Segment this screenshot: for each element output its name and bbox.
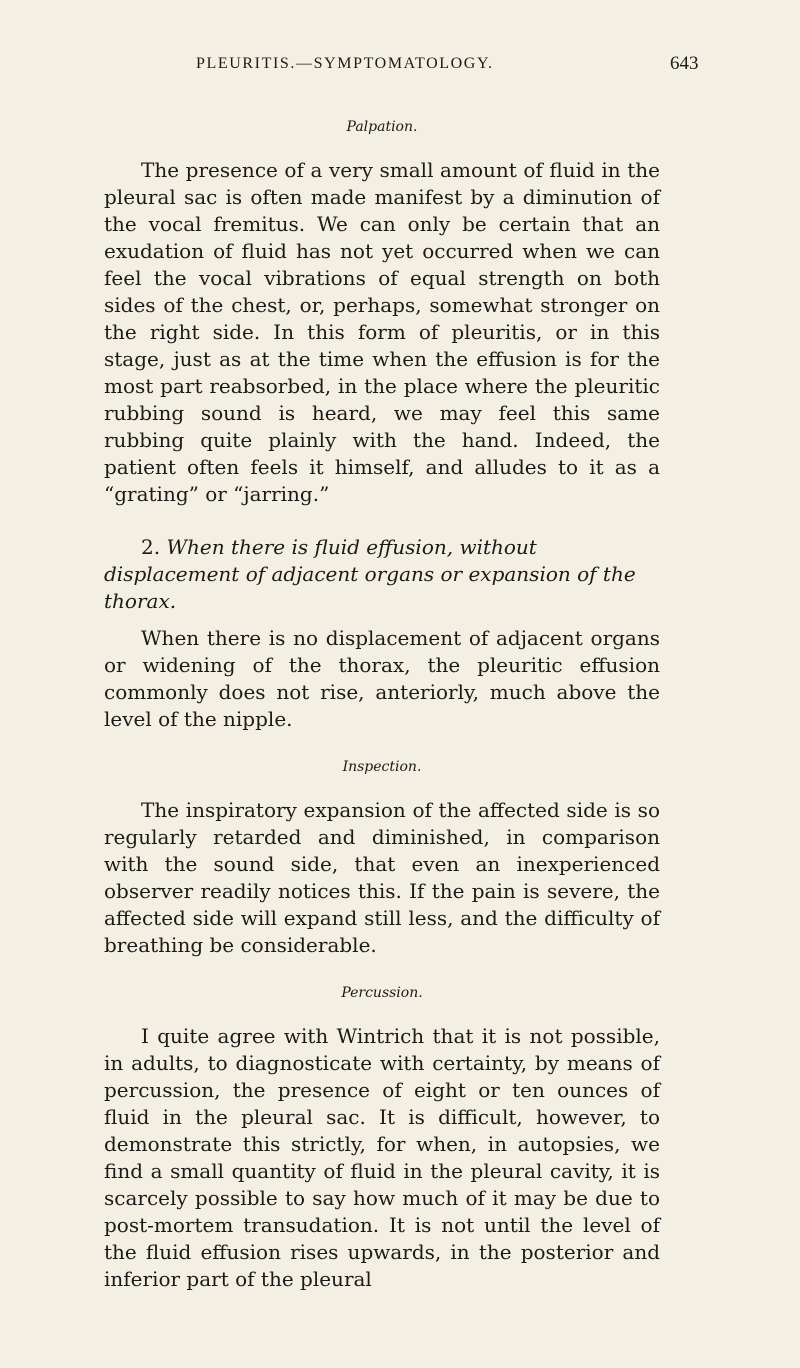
percussion-heading: Percussion. <box>341 985 423 1001</box>
percussion-paragraph: I quite agree with Wintrich that it is not possible, in adults, to diagnosticate with certainty, by means of percussion, the presence of eight or ten ounces of fluid in the pleural sac. It is difficult, however, to demonstrate this strictly, for when, in autopsies, we find a small quantity of fluid in the pleural cavity, it is scarcely possible to say how much of it may be due to post-mortem transudation. It is not until the level of the fluid effusion rises upwards, in the posterior and inferior part of the pleural <box>104 1024 660 1291</box>
inspection-heading: Inspection. <box>342 759 422 775</box>
page-number: 643 <box>670 53 699 74</box>
palpation-paragraph: The presence of a very small amount of fluid in the pleural sac is often made manifest by a diminution of the vocal fremitus. We can only be certain that an exudation of fluid has not yet occurred when we can feel the vocal vibrations of equal strength on both sides of the chest, or, perhaps, somewhat stronger on the right side. In this form of pleuritis, or in this stage, just as at the time when the effusion is for the most part reabsorbed, in the place where the pleuritic rubbing sound is heard, we may feel this same rubbing quite plainly with the hand. Indeed, the patient often feels it himself, and alludes to it as a “grating” or “jarring.” <box>104 158 660 506</box>
section-2-title: When there is fluid effusion, without displacement of adjacent organs or expansion of the thorax. <box>104 535 636 613</box>
inspection-paragraph: The inspiratory expansion of the affected side is so regularly retarded and diminished, in comparison with the sound side, that even an inexperienced observer readily notices this. If the pain is severe, the affected side will expand still less, and the difficulty of breathing be considerable. <box>104 798 660 957</box>
running-head <box>196 53 699 74</box>
body-text <box>104 117 660 1293</box>
section-2-paragraph: When there is no displacement of adjacent organs or widening of the thorax, the pleuritic effusion commonly does not rise, anteriorly, much above the level of the nipple. <box>104 626 660 731</box>
running-title: PLEURITIS.—SYMPTOMATOLOGY. <box>196 55 494 72</box>
section-2-heading <box>104 534 660 615</box>
palpation-heading: Palpation. <box>346 119 418 135</box>
section-2-number: 2. <box>141 535 161 559</box>
